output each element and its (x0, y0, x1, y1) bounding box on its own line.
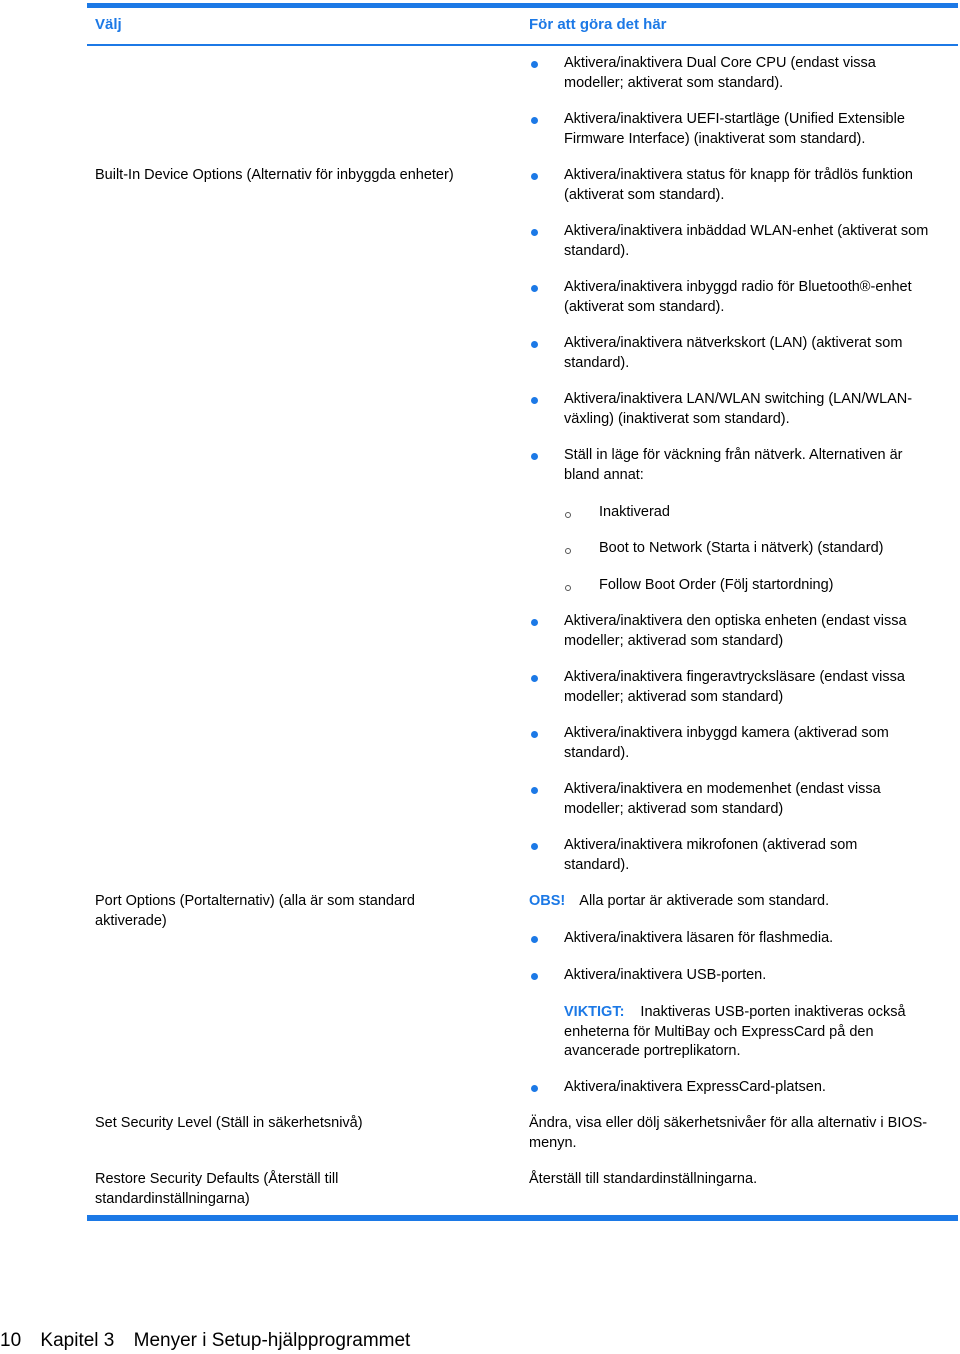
list-item: Aktivera/inaktivera en modemenhet (endast vissa modeller; aktiverad som standard) (564, 781, 881, 817)
option-label-restore-defaults: Restore Security Defaults (Återställ till standardinställningarna) (95, 1171, 339, 1207)
option-label-port-options: Port Options (Portalternativ) (alla är som standard aktiverade) (95, 893, 415, 929)
list-item: Aktivera/inaktivera inbyggd kamera (aktiverad som standard). (564, 725, 889, 761)
note-label: OBS! (529, 893, 566, 909)
bullet-icon (531, 61, 538, 68)
important-note: VIKTIGT: Inaktiveras USB-porten inaktiveras också enheterna för MultiBay och ExpressCard på den avancerade portreplikatorn. (564, 1004, 906, 1059)
page-footer (0, 1330, 424, 1352)
list-item: Aktivera/inaktivera mikrofonen (aktiverad som standard). (564, 837, 858, 873)
list-item: Aktivera/inaktivera läsaren för flashmedia. (564, 930, 834, 946)
list-item: Aktivera/inaktivera nätverkskort (LAN) (aktiverat som standard). (564, 335, 903, 371)
table-bottom-rule (87, 1215, 958, 1221)
bullet-icon (531, 675, 538, 682)
bullet-icon (531, 229, 538, 236)
table-top-rule (87, 3, 958, 8)
list-item: Aktivera/inaktivera UEFI-startläge (Unified Extensible Firmware Interface) (inaktiverat som standard). (564, 111, 905, 147)
bullet-icon (531, 843, 538, 850)
column-header-action: För att göra det här (529, 16, 667, 33)
sub-list-item: Follow Boot Order (Följ startordning) (599, 577, 834, 593)
option-description: Återställ till standardinställningarna. (529, 1171, 758, 1187)
bullet-icon (531, 173, 538, 180)
note (529, 892, 829, 912)
list-item: Aktivera/inaktivera USB-porten. (564, 967, 767, 983)
column-header-select: Välj (95, 16, 122, 33)
list-item: Aktivera/inaktivera den optiska enheten (endast vissa modeller; aktiverad som standard) (564, 613, 907, 649)
bullet-icon (531, 973, 538, 980)
bullet-icon (531, 341, 538, 348)
sub-list-item: Inaktiverad (599, 504, 670, 520)
sub-bullet-icon (565, 548, 571, 554)
option-label-security-level: Set Security Level (Ställ in säkerhetsnivå) (95, 1115, 363, 1131)
bullet-icon (531, 117, 538, 124)
list-item: Aktivera/inaktivera inbäddad WLAN-enhet (aktiverat som standard). (564, 223, 929, 259)
table-header-rule (87, 44, 958, 46)
bullet-icon (531, 787, 538, 794)
chapter-label: Kapitel 3 (40, 1330, 115, 1351)
option-label-built-in-devices: Built-In Device Options (Alternativ för inbyggda enheter) (95, 167, 454, 183)
list-item: Aktivera/inaktivera LAN/WLAN switching (LAN/WLAN- växling) (inaktiverat som standard). (564, 391, 913, 427)
list-item: Ställ in läge för väckning från nätverk. Alternativen är bland annat: (564, 447, 903, 483)
bullet-icon (531, 285, 538, 292)
bullet-icon (531, 936, 538, 943)
option-description: Ändra, visa eller dölj säkerhetsnivåer för alla alternativ i BIOS- menyn. (529, 1115, 928, 1151)
bullet-icon (531, 619, 538, 626)
page-number: 10 (0, 1330, 22, 1351)
bullet-icon (531, 397, 538, 404)
chapter-title: Menyer i Setup-hjälpprogrammet (133, 1330, 411, 1351)
list-item: Aktivera/inaktivera inbyggd radio för Bluetooth®-enhet (aktiverat som standard). (564, 279, 912, 315)
sub-list-item: Boot to Network (Starta i nätverk) (standard) (599, 540, 884, 556)
note-text: Alla portar är aktiverade som standard. (579, 893, 830, 909)
list-item: Aktivera/inaktivera Dual Core CPU (endast vissa modeller; aktiverat som standard). (564, 55, 876, 91)
bullet-icon (531, 1085, 538, 1092)
important-label: VIKTIGT: (564, 1004, 625, 1020)
list-item: Aktivera/inaktivera status för knapp för trådlös funktion (aktiverat som standard). (564, 167, 913, 203)
bullet-icon (531, 453, 538, 460)
bullet-icon (531, 731, 538, 738)
list-item: Aktivera/inaktivera ExpressCard-platsen. (564, 1079, 826, 1095)
sub-bullet-icon (565, 512, 571, 518)
list-item: Aktivera/inaktivera fingeravtrycksläsare (endast vissa modeller; aktiverad som standard) (564, 669, 905, 705)
sub-bullet-icon (565, 585, 571, 591)
